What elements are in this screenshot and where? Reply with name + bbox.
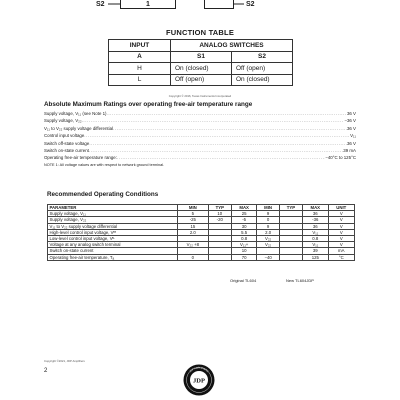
roc-value-cell: V bbox=[328, 217, 354, 223]
ft-cell-s1: On (closed) bbox=[171, 63, 232, 75]
abs-max-label: Operating free-air temperature range: bbox=[44, 155, 117, 161]
abs-max-row bbox=[44, 125, 356, 132]
page-number: 2 bbox=[44, 368, 48, 374]
roc-value-cell: −40 bbox=[257, 254, 279, 260]
roc-value-cell: -25 bbox=[178, 217, 209, 223]
roc-value-cell: 39 bbox=[303, 248, 329, 254]
abs-max-row bbox=[44, 117, 356, 124]
abs-max-label: Supply voltage, V₁₁ (see Note 1) bbox=[44, 111, 107, 116]
roc-value-cell: V bbox=[328, 242, 354, 248]
roc-value-cell: 10 bbox=[231, 248, 257, 254]
roc-table bbox=[47, 204, 355, 261]
schematic-wires bbox=[0, 0, 400, 14]
schematic-right-label: S2 bbox=[246, 1, 255, 8]
roc-header: PARAMETER bbox=[48, 205, 178, 211]
roc-value-cell: 5.5 bbox=[231, 229, 257, 235]
roc-value-cell: V₁₁ bbox=[303, 242, 329, 248]
schematic-fragment bbox=[0, 0, 400, 14]
roc-param-cell: Low-level control input voltage, Vᴵᴸ bbox=[48, 235, 178, 241]
roc-param-cell: Supply voltage, V₂₂ bbox=[48, 217, 178, 223]
roc-value-cell: -20 bbox=[208, 217, 231, 223]
roc-value-cell: 9 bbox=[257, 223, 279, 229]
roc-value-cell: 36 bbox=[303, 223, 329, 229]
roc-value-cell: 2.0 bbox=[257, 229, 279, 235]
abs-max-value: V₁₁ bbox=[350, 133, 356, 139]
abs-max-title: Absolute Maximum Ratings over operating free-air temperature range bbox=[44, 101, 253, 108]
roc-param-cell: V₁₁ to V₂₂ supply voltage differential bbox=[48, 223, 178, 229]
abs-max-row bbox=[44, 147, 356, 154]
roc-param-cell: Switch on-state current bbox=[48, 248, 178, 254]
abs-max-row bbox=[44, 110, 356, 117]
roc-value-cell: 9 bbox=[257, 211, 279, 217]
function-table-copyright: Copyright © 2016, Texas Instruments Incorporated bbox=[168, 94, 232, 98]
roc-title: Recommended Operating Conditions bbox=[47, 191, 159, 198]
schematic-left-label: S2 bbox=[96, 1, 105, 8]
roc-value-cell: 0.8 bbox=[303, 235, 329, 241]
roc-value-cell: V bbox=[328, 235, 354, 241]
roc-header: TYP bbox=[208, 205, 231, 211]
ft-subheader-a: A bbox=[109, 51, 171, 63]
roc-value-cell: 25 bbox=[231, 211, 257, 217]
abs-max-row bbox=[44, 132, 356, 139]
roc-value-cell: 5 bbox=[178, 211, 209, 217]
roc-value-cell: -36 bbox=[303, 217, 329, 223]
roc-header: TYP bbox=[279, 205, 302, 211]
footer-copyright: Copyright ©2021, JDP Amplifiers bbox=[44, 359, 85, 363]
roc-value-cell: 36 bbox=[303, 211, 329, 217]
roc-header: MIN bbox=[257, 205, 279, 211]
roc-header: UNIT bbox=[328, 205, 354, 211]
abs-max-row bbox=[44, 154, 356, 161]
roc-value-cell: °C bbox=[328, 254, 354, 260]
roc-value-cell: 2.0 bbox=[178, 229, 209, 235]
function-table-title: FUNCTION TABLE bbox=[165, 28, 235, 37]
roc-value-cell: V₁₁+ bbox=[231, 242, 257, 248]
ft-row bbox=[109, 63, 293, 75]
roc-value-cell: V₂₂ bbox=[257, 242, 279, 248]
abs-max-label: Switch on-state current bbox=[44, 148, 89, 154]
roc-value-cell: 0 bbox=[178, 254, 209, 260]
roc-caption-original: Original TL604 bbox=[230, 278, 257, 283]
abs-max-label: Control input voltage bbox=[44, 133, 85, 139]
abs-max-value: −40°C to 125°C bbox=[325, 155, 356, 161]
abs-max-label: Supply voltage, V₂₂ bbox=[44, 118, 82, 124]
roc-value-cell: 15 bbox=[178, 223, 209, 229]
abs-max-label: V₁₁ to V₂₂ supply voltage differential bbox=[44, 125, 114, 131]
abs-max-list bbox=[44, 110, 356, 162]
schematic-pin-label: 1 bbox=[146, 1, 150, 8]
abs-max-value: −36 V bbox=[344, 118, 356, 124]
roc-value-cell: V bbox=[328, 229, 354, 235]
roc-header: MIN bbox=[178, 205, 209, 211]
roc-value-cell bbox=[279, 254, 302, 260]
ft-cell-s1: Off (open) bbox=[171, 74, 232, 86]
roc-value-cell: V₂₂ bbox=[257, 235, 279, 241]
ft-header-input: INPUT bbox=[109, 40, 171, 52]
roc-value-cell: V₂₂ +8 bbox=[178, 242, 209, 248]
roc-value-cell: 0 bbox=[257, 217, 279, 223]
roc-value-cell: V bbox=[328, 211, 354, 217]
roc-value-cell: V₁₁ bbox=[303, 229, 329, 235]
roc-value-cell: 30 bbox=[231, 223, 257, 229]
ft-cell-a: H bbox=[109, 63, 171, 75]
ft-cell-s2: On (closed) bbox=[232, 74, 293, 86]
function-table bbox=[108, 39, 293, 86]
logo-ring-text: JDP AMPLIFIERS bbox=[188, 366, 210, 374]
ft-subheader-s1: S1 bbox=[171, 51, 232, 63]
ft-row bbox=[109, 74, 293, 86]
ft-subheader-s2: S2 bbox=[232, 51, 293, 63]
roc-row bbox=[48, 254, 355, 260]
roc-value-cell: 10 bbox=[208, 211, 231, 217]
abs-max-row bbox=[44, 140, 356, 147]
roc-header: MAX bbox=[303, 205, 329, 211]
roc-header: MAX bbox=[231, 205, 257, 211]
ft-header-switches: ANALOG SWITCHES bbox=[171, 40, 293, 52]
roc-value-cell: -5 bbox=[231, 217, 257, 223]
abs-max-label: Switch off-state voltage bbox=[44, 140, 90, 146]
roc-param-cell: High-level control input voltage, Vᴵᴴ bbox=[48, 229, 178, 235]
roc-value-cell bbox=[208, 254, 231, 260]
jdp-logo bbox=[183, 364, 215, 396]
abs-max-note: NOTE 1: All voltage values are with respect to network ground terminal. bbox=[44, 163, 165, 167]
roc-value-cell: 70 bbox=[231, 254, 257, 260]
abs-max-value: 36 V bbox=[346, 140, 356, 146]
ft-cell-s2: Off (open) bbox=[232, 63, 293, 75]
logo-text: JDP bbox=[193, 377, 205, 385]
roc-value-cell: 125 bbox=[303, 254, 329, 260]
ft-cell-a: L bbox=[109, 74, 171, 86]
abs-max-value: 36 V bbox=[346, 111, 356, 116]
roc-caption-new: New TL604JDP bbox=[286, 278, 314, 283]
roc-value-cell: V bbox=[328, 223, 354, 229]
roc-param-cell: Operating free-air temperature, Tₐ bbox=[48, 254, 178, 260]
abs-max-value: 36 V bbox=[346, 125, 356, 131]
roc-param-cell: Voltage at any analog switch terminal bbox=[48, 242, 178, 248]
roc-value-cell: mA bbox=[328, 248, 354, 254]
roc-value-cell: 0.8 bbox=[231, 235, 257, 241]
abs-max-value: 39 mA bbox=[343, 148, 356, 154]
roc-param-cell: Supply voltage, V₁₁ bbox=[48, 211, 178, 217]
